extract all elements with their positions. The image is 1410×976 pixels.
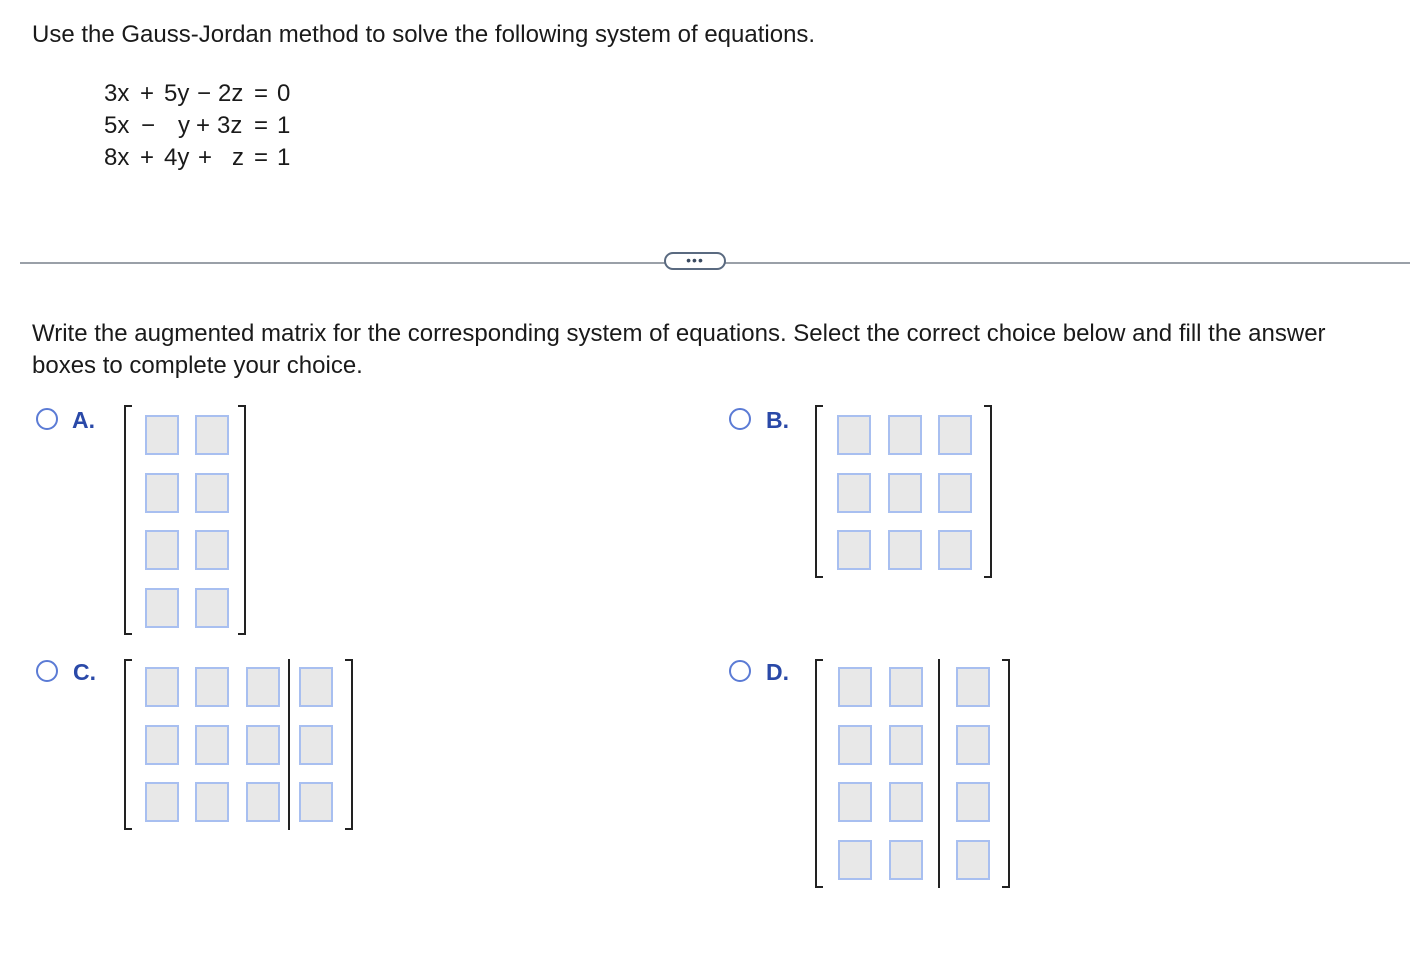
matrix-d-cell-r2c2[interactable] <box>889 725 923 765</box>
matrix-c-cell-r2c2[interactable] <box>195 725 229 765</box>
augment-divider-line <box>288 659 290 830</box>
matrix-c-cell-r2c3[interactable] <box>246 725 280 765</box>
matrix-b-cell-r2c3[interactable] <box>938 473 972 513</box>
instruction-text: Write the augmented matrix for the corresponding system of equations. Select the correct choice below and fill the answer boxes to complete your choice. <box>32 320 1326 379</box>
matrix-d-cell-r1c1[interactable] <box>838 667 872 707</box>
matrix-b-cell-r1c3[interactable] <box>938 415 972 455</box>
matrix-left-bracket <box>124 659 132 830</box>
show-more-button[interactable]: ••• <box>664 252 726 270</box>
matrix-c-cell-r1c2[interactable] <box>195 667 229 707</box>
matrix-c-cell-r2c4[interactable] <box>299 725 333 765</box>
augment-divider-line <box>938 659 940 888</box>
choice-b-radio[interactable] <box>729 408 751 430</box>
eq-op: − <box>141 112 156 139</box>
matrix-right-bracket <box>984 405 992 578</box>
matrix-a-cell-r3c2[interactable] <box>195 530 229 570</box>
matrix-c-cell-r1c4[interactable] <box>299 667 333 707</box>
choice-d-label[interactable]: D. <box>766 659 789 685</box>
eq-term: 3x <box>104 80 130 107</box>
eq-value: 1 <box>277 144 291 171</box>
choice-c-radio[interactable] <box>36 660 58 682</box>
matrix-d-cell-r4c1[interactable] <box>838 840 872 880</box>
eq-term: 3z <box>217 112 243 139</box>
matrix-b-cell-r3c3[interactable] <box>938 530 972 570</box>
matrix-right-bracket <box>345 659 353 830</box>
eq-term: 5y <box>164 80 190 107</box>
matrix-b-cell-r1c1[interactable] <box>837 415 871 455</box>
matrix-a-cell-r3c1[interactable] <box>145 530 179 570</box>
matrix-d-cell-r2c3[interactable] <box>956 725 990 765</box>
matrix-c-cell-r3c3[interactable] <box>246 782 280 822</box>
eq-equals: = <box>254 112 269 139</box>
matrix-left-bracket <box>815 659 823 888</box>
matrix-a-cell-r1c1[interactable] <box>145 415 179 455</box>
eq-value: 1 <box>277 112 291 139</box>
matrix-c-cell-r3c2[interactable] <box>195 782 229 822</box>
matrix-b-cell-r3c1[interactable] <box>837 530 871 570</box>
question-prompt: Use the Gauss-Jordan method to solve the following system of equations. <box>32 21 816 48</box>
matrix-d-cell-r3c1[interactable] <box>838 782 872 822</box>
eq-term: 5x <box>104 112 130 139</box>
matrix-b-cell-r3c2[interactable] <box>888 530 922 570</box>
matrix-c-cell-r1c3[interactable] <box>246 667 280 707</box>
matrix-left-bracket <box>124 405 132 635</box>
eq-term: 4y <box>164 144 190 171</box>
matrix-right-bracket <box>1002 659 1010 888</box>
matrix-c-cell-r3c4[interactable] <box>299 782 333 822</box>
eq-op: − <box>197 80 212 107</box>
eq-op: + <box>196 112 211 139</box>
eq-op: + <box>140 80 155 107</box>
matrix-c-cell-r1c1[interactable] <box>145 667 179 707</box>
matrix-d-cell-r2c1[interactable] <box>838 725 872 765</box>
eq-term: z <box>232 144 244 171</box>
choice-c-label[interactable]: C. <box>73 659 96 685</box>
eq-term: 2z <box>218 80 244 107</box>
choice-b-label[interactable]: B. <box>766 407 789 433</box>
choice-a-radio[interactable] <box>36 408 58 430</box>
matrix-b-cell-r2c2[interactable] <box>888 473 922 513</box>
choice-a-label[interactable]: A. <box>72 407 95 433</box>
matrix-b-cell-r2c1[interactable] <box>837 473 871 513</box>
matrix-d-cell-r1c2[interactable] <box>889 667 923 707</box>
matrix-c-cell-r3c1[interactable] <box>145 782 179 822</box>
eq-op: + <box>198 144 213 171</box>
eq-term: y <box>178 112 190 139</box>
matrix-d-cell-r4c3[interactable] <box>956 840 990 880</box>
matrix-a-cell-r4c2[interactable] <box>195 588 229 628</box>
eq-equals: = <box>254 80 269 107</box>
choice-d-radio[interactable] <box>729 660 751 682</box>
matrix-d-cell-r1c3[interactable] <box>956 667 990 707</box>
matrix-a-cell-r2c1[interactable] <box>145 473 179 513</box>
eq-op: + <box>140 144 155 171</box>
matrix-a-cell-r4c1[interactable] <box>145 588 179 628</box>
matrix-a-cell-r1c2[interactable] <box>195 415 229 455</box>
matrix-b-cell-r1c2[interactable] <box>888 415 922 455</box>
matrix-d-cell-r4c2[interactable] <box>889 840 923 880</box>
matrix-d-cell-r3c2[interactable] <box>889 782 923 822</box>
matrix-c-cell-r2c1[interactable] <box>145 725 179 765</box>
eq-value: 0 <box>277 80 291 107</box>
eq-equals: = <box>254 144 269 171</box>
matrix-right-bracket <box>238 405 246 635</box>
eq-term: 8x <box>104 144 130 171</box>
matrix-d-cell-r3c3[interactable] <box>956 782 990 822</box>
matrix-a-cell-r2c2[interactable] <box>195 473 229 513</box>
matrix-left-bracket <box>815 405 823 578</box>
